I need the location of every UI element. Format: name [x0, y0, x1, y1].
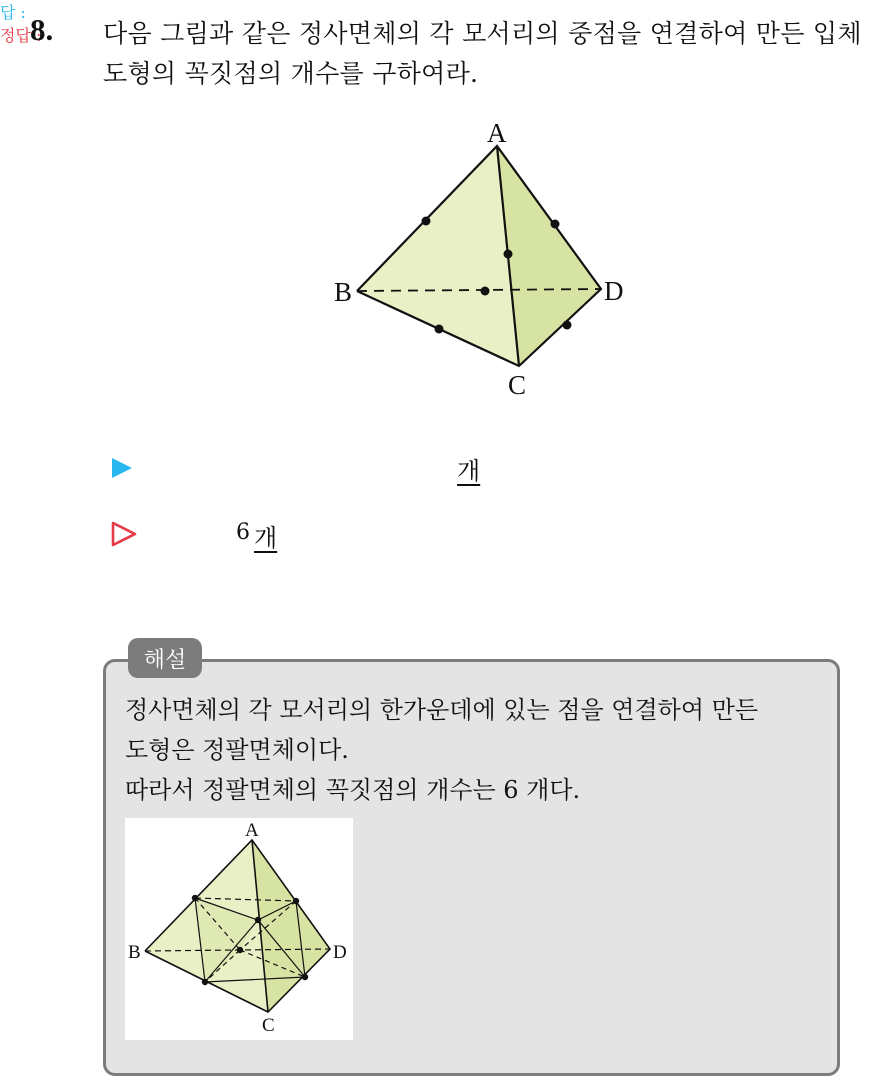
tetrahedron-figure	[320, 110, 640, 410]
exp-vertex-label-a: A	[245, 820, 259, 841]
octahedron-figure	[125, 818, 353, 1040]
exp-midpoint-bc	[202, 979, 208, 985]
midpoint-bd	[481, 287, 490, 296]
correct-value: 6	[236, 520, 250, 545]
question-number: 8.	[30, 12, 54, 47]
explanation-line-2: 도형은 정팔면체이다.	[125, 736, 349, 764]
exp-midpoint-ad	[293, 898, 299, 904]
outline-triangle-icon	[110, 520, 138, 548]
explanation-text	[125, 690, 835, 810]
midpoint-ab	[422, 217, 431, 226]
exp-midpoint-ab	[192, 895, 198, 901]
answer-label: 답 :	[0, 3, 26, 22]
question-line-2: 도형의 꼭짓점의 개수를 구하여라.	[103, 59, 479, 88]
midpoint-cd	[563, 321, 572, 330]
exp-midpoint-cd	[302, 974, 308, 980]
play-arrow-icon	[110, 456, 134, 480]
question-text	[103, 14, 873, 94]
vertex-label-d: D	[604, 276, 624, 306]
vertex-label-c: C	[508, 370, 527, 400]
exp-vertex-label-b: B	[128, 942, 141, 963]
correct-label: 정답 :	[0, 26, 42, 45]
vertex-label-b: B	[334, 277, 353, 307]
answer-unit: 개	[457, 457, 481, 485]
explanation-line-1: 정사면체의 각 모서리의 한가운데에 있는 점을 연결하여 만든	[125, 696, 759, 724]
exp-vertex-label-d: D	[333, 942, 347, 963]
midpoint-ac	[504, 250, 513, 259]
midpoint-ad	[551, 220, 560, 229]
exp-vertex-label-c: C	[262, 1015, 275, 1036]
explanation-tab: 해설	[128, 638, 202, 678]
vertex-label-a: A	[487, 118, 507, 148]
correct-unit: 개	[254, 524, 278, 552]
question-line-1: 다음 그림과 같은 정사면체의 각 모서리의 중점을 연결하여 만든 입체	[103, 19, 862, 48]
exp-midpoint-bd	[237, 947, 243, 953]
explanation-line-3: 따라서 정팔면체의 꼭짓점의 개수는 6 개다.	[125, 776, 581, 804]
midpoint-bc	[435, 325, 444, 334]
exp-midpoint-ac	[255, 917, 261, 923]
